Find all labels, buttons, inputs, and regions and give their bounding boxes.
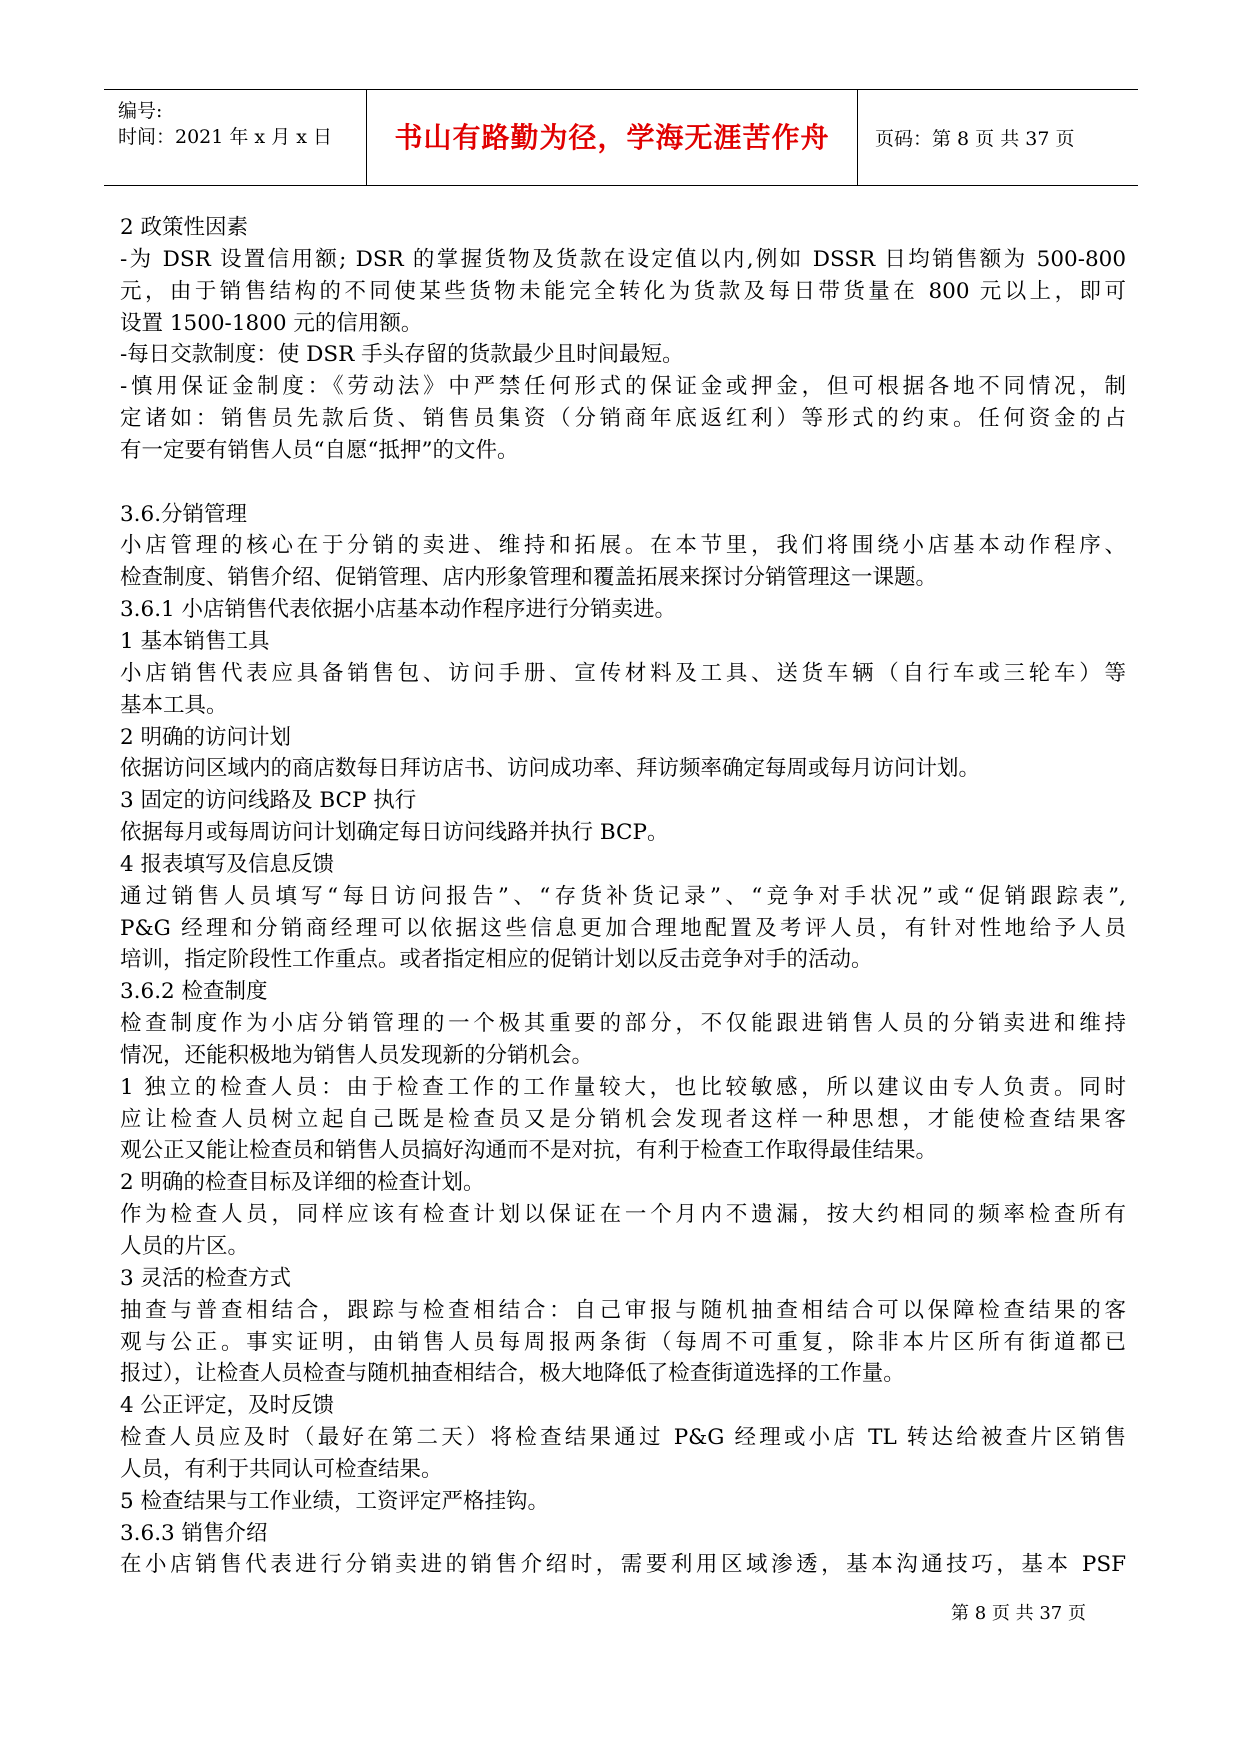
body-text-line: 检查制度作为小店分销管理的一个极其重要的部分，不仅能跟进销售人员的分销卖进和维持	[120, 1011, 1126, 1037]
body-text-line: 小店销售代表应具备销售包、访问手册、宣传材料及工具、送货车辆（自行车或三轮车）等	[120, 660, 1126, 686]
body-text-line: 有一定要有销售人员“自愿“抵押”的文件。	[120, 437, 519, 463]
body-text-line: 观与公正。事实证明，由销售人员每周报两条街（每周不可重复，除非本片区所有街道都已	[120, 1329, 1126, 1355]
header-info-cell	[104, 90, 366, 185]
body-text-line: 5 检查结果与工作业绩，工资评定严格挂钩。	[120, 1488, 550, 1514]
body-text-line: 1 基本销售工具	[120, 628, 270, 654]
header-page-cell	[857, 90, 1138, 185]
body-text-line: -每日交款制度：使 DSR 手头存留的货款最少且时间最短。	[120, 342, 684, 368]
body-text-line: P&G 经理和分销商经理可以依据这些信息更加合理地配置及考评人员，有针对性地给予人员	[120, 915, 1126, 941]
body-text-line: 设置 1500-1800 元的信用额。	[120, 310, 423, 336]
body-text-line: 作为检查人员，同样应该有检查计划以保证在一个月内不遗漏，按大约相同的频率检查所有	[120, 1202, 1126, 1228]
body-text-line: 依据访问区域内的商店数每日拜访店书、访问成功率、拜访频率确定每周或每月访问计划。	[120, 756, 981, 782]
document-body	[120, 212, 1126, 1581]
body-text-line: 依据每月或每周访问计划确定每日访问线路并执行 BCP。	[120, 820, 669, 846]
body-text-line: 人员，有利于共同认可检查结果。	[120, 1456, 443, 1482]
body-text-line: 抽查与普查相结合，跟踪与检查相结合：自己审报与随机抽查相结合可以保障检查结果的客	[120, 1297, 1126, 1323]
body-text-line	[120, 467, 1126, 499]
body-text-line: 小店管理的核心在于分销的卖进、维持和拓展。在本节里，我们将围绕小店基本动作程序、	[120, 533, 1126, 559]
body-text-line: 检查制度、销售介绍、促销管理、店内形象管理和覆盖拓展来探讨分销管理这一课题。	[120, 565, 938, 591]
body-text-line: 检查人员应及时（最好在第二天）将检查结果通过 P&G 经理或小店 TL 转达给被查片区销售	[120, 1425, 1126, 1451]
body-text-line: 3.6.3 销售介绍	[120, 1520, 268, 1546]
header-page-code: 页码：第 8 页 共 37 页	[875, 128, 1075, 150]
body-text-line: 培训，指定阶段性工作重点。或者指定相应的促销计划以反击竞争对手的活动。	[120, 947, 873, 973]
body-text-line: 情况，还能积极地为销售人员发现新的分销机会。	[120, 1042, 594, 1068]
header-motto-cell	[366, 90, 858, 185]
body-text-line: 2 明确的检查目标及详细的检查计划。	[120, 1170, 485, 1196]
body-text-line: 3.6.2 检查制度	[120, 979, 268, 1005]
body-text-line: 通过销售人员填写“每日访问报告”、“存货补货记录”、“竞争对手状况”或“促销跟踪表”,	[120, 883, 1126, 909]
page-header	[104, 89, 1138, 186]
body-text-line: 人员的片区。	[120, 1234, 250, 1259]
body-text-line: 2 政策性因素	[120, 215, 249, 240]
body-text-line: 基本工具。	[120, 692, 228, 718]
body-text-line: 在小店销售代表进行分销卖进的销售介绍时，需要利用区域渗透，基本沟通技巧，基本 PSF	[120, 1552, 1126, 1578]
body-text-line: 元，由于销售结构的不同使某些货物未能完全转化为货款及每日带货量在 800 元以上，即可	[120, 278, 1126, 304]
body-text-line: 3.6.1 小店销售代表依据小店基本动作程序进行分销卖进。	[120, 597, 677, 623]
document-time-label: 时间：2021 年 x 月 x 日	[118, 126, 332, 148]
body-text-line: 3 灵活的检查方式	[120, 1265, 292, 1291]
body-text-line: 4 公正评定，及时反馈	[120, 1393, 335, 1419]
body-text-line: 3 固定的访问线路及 BCP 执行	[120, 788, 417, 814]
body-text-line: 2 明确的访问计划	[120, 724, 292, 750]
page-footer-number: 第 8 页 共 37 页	[951, 1603, 1086, 1624]
body-text-line: 3.6.分销管理	[120, 501, 248, 527]
body-text-line: -慎用保证金制度：《劳动法》中严禁任何形式的保证金或押金，但可根据各地不同情况，制	[120, 374, 1126, 400]
body-text-line: 观公正又能让检查员和销售人员搞好沟通而不是对抗，有利于检查工作取得最佳结果。	[120, 1138, 938, 1164]
document-number-label: 编号:	[118, 100, 163, 122]
body-text-line: 定诸如：销售员先款后货、销售员集资（分销商年底返红利）等形式的约束。任何资金的占	[120, 406, 1126, 432]
body-text-line: 4 报表填写及信息反馈	[120, 851, 335, 877]
body-text-line: 1 独立的检查人员：由于检查工作的工作量较大，也比较敏感，所以建议由专人负责。同时	[120, 1074, 1126, 1100]
body-text-line: 报过），让检查人员检查与随机抽查相结合，极大地降低了检查街道选择的工作量。	[120, 1361, 905, 1387]
body-text-line: -为 DSR 设置信用额; DSR 的掌握货物及货款在设定值以内,例如 DSSR 日均销售额为 500-800	[120, 246, 1126, 272]
header-motto: 书山有路勤为径，学海无涯苦作舟	[394, 121, 830, 154]
body-text-line: 应让检查人员树立起自己既是检查员又是分销机会发现者这样一种思想，才能使检查结果客	[120, 1106, 1126, 1132]
